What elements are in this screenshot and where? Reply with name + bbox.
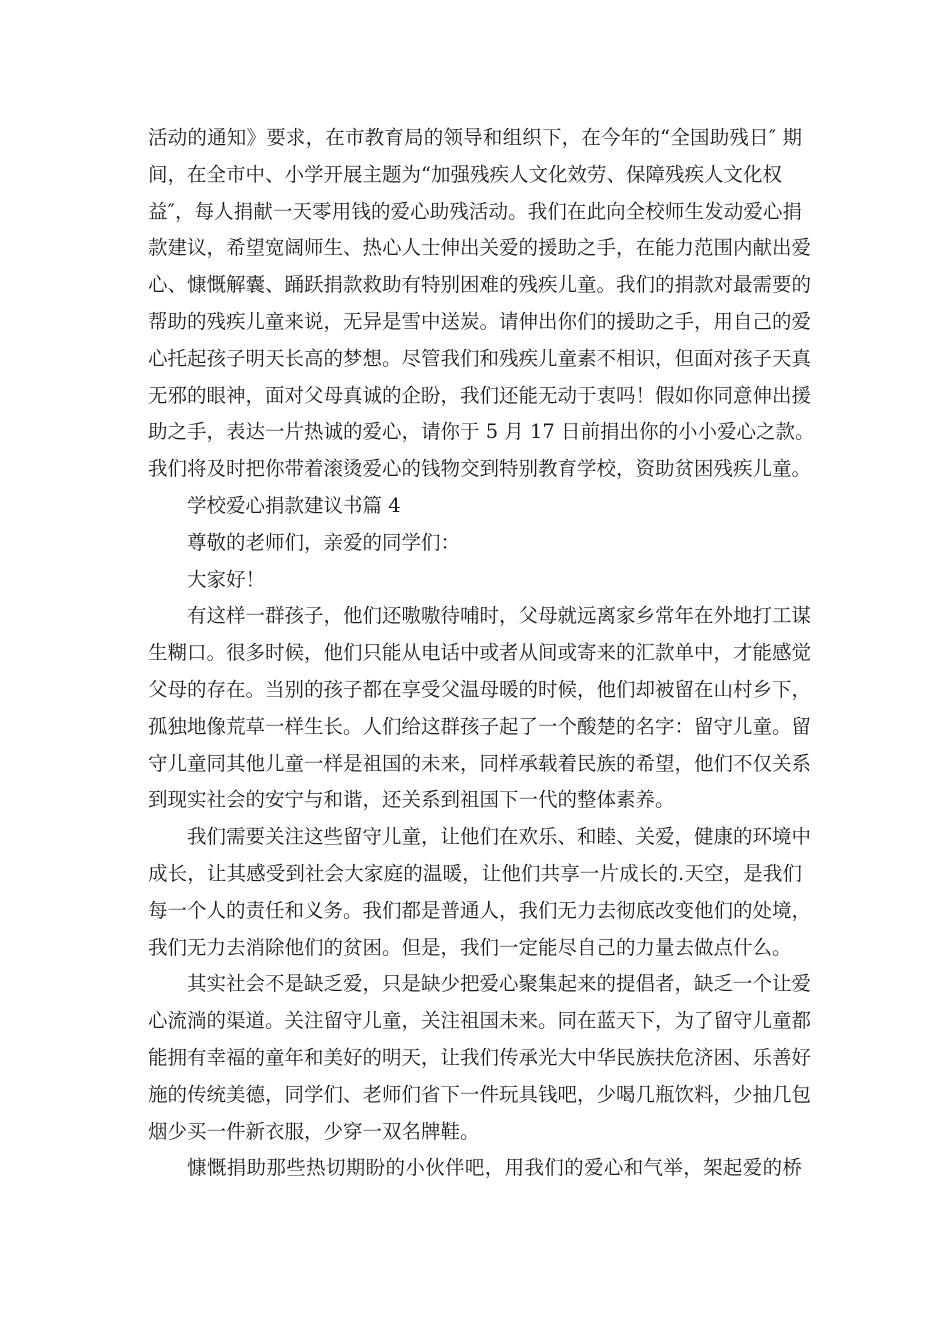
text-line: 间，在全市中、小学开展主题为“加强残疾人文化效劳、保障残疾人文化权 xyxy=(148,162,782,186)
text-line: 款建议，希望宽阔师生、热心人士伸出关爱的援助之手，在能力范围内献出爱 xyxy=(148,236,812,260)
section-heading: 学校爱心捐款建议书篇 4 xyxy=(187,493,401,517)
text-line: 生糊口。很多时候，他们只能从电话中或者从间或寄来的汇款单中，才能感觉 xyxy=(148,641,812,665)
text-line: 到现实社会的安宁与和谐，还关系到祖国下一代的整体素养。 xyxy=(148,788,675,812)
text-line: 我们将及时把你带着滚烫爱心的钱物交到特别教育学校，资助贫困残疾儿童。 xyxy=(148,457,812,481)
text-line: 活动的通知》要求，在市教育局的领导和组织下，在今年的“全国助残日″ 期 xyxy=(148,126,802,149)
document-body xyxy=(148,120,815,1187)
text-line: 我们需要关注这些留守儿童，让他们在欢乐、和睦、关爱，健康的环境中 xyxy=(187,825,812,849)
text-line: 慷慨捐助那些热切期盼的小伙伴吧，用我们的爱心和气举，架起爱的桥 xyxy=(187,1156,802,1180)
text-line: 能拥有幸福的童年和美好的明天，让我们传承光大中华民族扶危济困、乐善好 xyxy=(148,1045,812,1069)
text-line: 我们无力去消除他们的贫困。但是，我们一定能尽自己的力量去做点什么。 xyxy=(148,935,792,959)
text-line: 心、慷慨解囊、踊跃捐款救助有特别困难的残疾儿童。我们的捐款对最需要的 xyxy=(148,273,812,297)
text-line: 父母的存在。当别的孩子都在享受父温母暖的时候，他们却被留在山村乡下， xyxy=(148,677,812,701)
text-line: 烟少买一件新衣服，少穿一双名牌鞋。 xyxy=(148,1119,480,1143)
text-line: 助之手，表达一片热诚的爱心，请你于 5 月 17 日前捐出你的小小爱心之款。 xyxy=(148,420,815,444)
text-line: 尊敬的老师们，亲爱的同学们： xyxy=(187,530,461,554)
text-line: 益″，每人捐献一天零用钱的爱心助残活动。我们在此向全校师生发动爱心捐 xyxy=(148,199,802,223)
text-line: 心托起孩子明天长高的梦想。尽管我们和残疾儿童素不相识，但面对孩子天真 xyxy=(148,346,812,370)
text-line: 无邪的眼神，面对父母真诚的企盼，我们还能无动于衷吗！假如你同意伸出援 xyxy=(148,383,812,407)
text-line: 施的传统美德，同学们、老师们省下一件玩具钱吧，少喝几瓶饮料，少抽几包 xyxy=(148,1082,812,1106)
text-line: 有这样一群孩子，他们还嗷嗷待哺时，父母就远离家乡常年在外地打工谋 xyxy=(187,604,812,628)
text-line: 帮助的残疾儿童来说，无异是雪中送炭。请伸出你们的援助之手，用自己的爱 xyxy=(148,309,812,333)
text-line: 每一个人的责任和义务。我们都是普通人，我们无力去彻底改变他们的处境， xyxy=(148,898,812,922)
text-line: 大家好！ xyxy=(187,567,266,591)
text-line: 成长，让其感受到社会大家庭的温暖，让他们共享一片成长的.天空，是我们 xyxy=(148,861,802,885)
text-line: 守儿童同其他儿童一样是祖国的未来，同样承载着民族的希望，他们不仅关系 xyxy=(148,751,812,775)
text-line: 其实社会不是缺乏爱，只是缺少把爱心聚集起来的提倡者，缺乏一个让爱 xyxy=(187,972,812,996)
text-line: 孤独地像荒草一样生长。人们给这群孩子起了一个酸楚的名字：留守儿童。留 xyxy=(148,714,812,738)
text-line: 心流淌的渠道。关注留守儿童，关注祖国未来。同在蓝天下，为了留守儿童都 xyxy=(148,1009,812,1033)
